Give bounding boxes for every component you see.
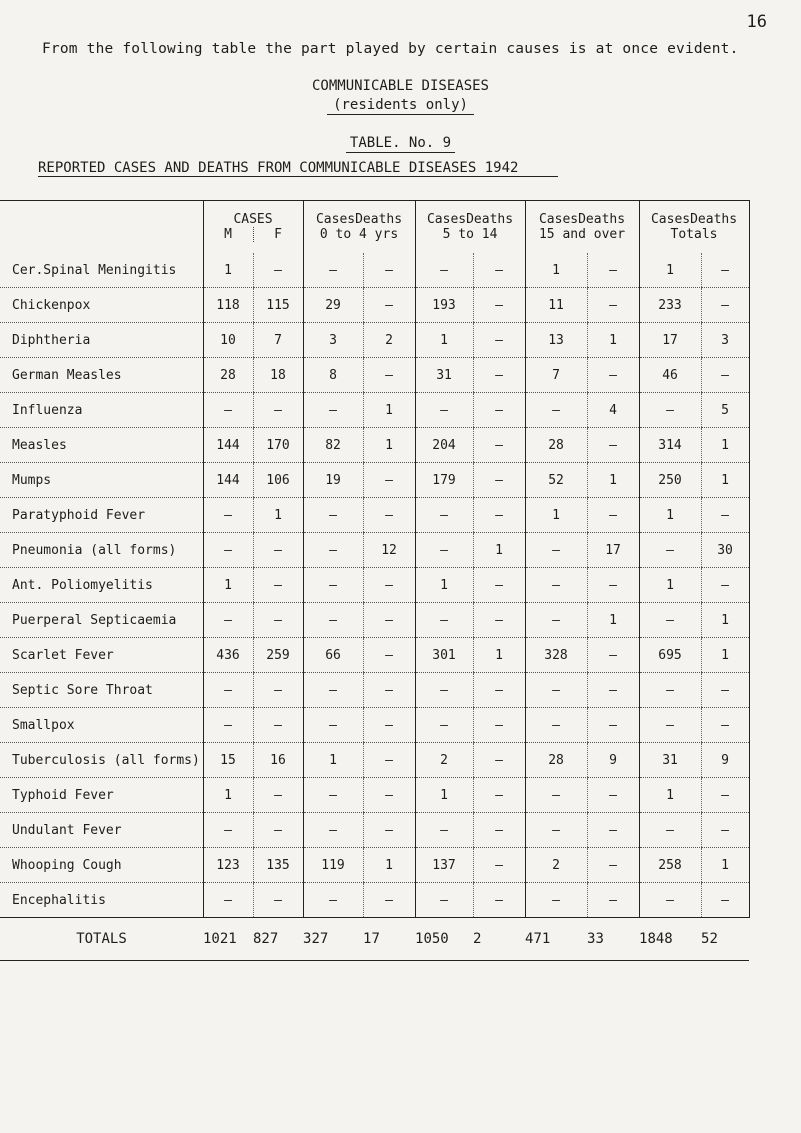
table-row	[0, 533, 749, 568]
table-cell: –	[701, 288, 749, 323]
table-cell: –	[701, 813, 749, 848]
table-cell: 1	[525, 253, 587, 288]
table-cell: –	[303, 603, 363, 638]
table-cell: –	[203, 813, 253, 848]
table-cell: –	[587, 848, 639, 883]
table-number-text: TABLE. No. 9	[346, 135, 455, 153]
table-cell: –	[473, 603, 525, 638]
table-cell: 11	[525, 288, 587, 323]
table-cell: 31	[415, 358, 473, 393]
header-age-15-over-top: CasesDeaths	[538, 212, 626, 227]
table-cell: –	[587, 638, 639, 673]
table-cell: 4	[587, 393, 639, 428]
table-cell: 436	[203, 638, 253, 673]
table-cell: 1	[525, 498, 587, 533]
table-cell: 1	[701, 638, 749, 673]
totals-cell: 827	[253, 918, 303, 961]
table-cell: 1	[203, 253, 253, 288]
disease-name: Puerperal Septicaemia	[0, 603, 203, 638]
table-cell: –	[303, 673, 363, 708]
table-cell: –	[473, 253, 525, 288]
header-cases	[203, 201, 303, 254]
disease-name: Mumps	[0, 463, 203, 498]
table-cell: –	[363, 813, 415, 848]
header-female: F	[274, 227, 282, 242]
table-cell: –	[253, 393, 303, 428]
table-cell: 3	[701, 323, 749, 358]
diseases-table	[0, 200, 750, 961]
table-cell: 29	[303, 288, 363, 323]
header-totals	[639, 201, 749, 254]
table-cell: –	[203, 498, 253, 533]
table-cell: –	[415, 533, 473, 568]
heading-subtitle-text: (residents only)	[327, 97, 474, 115]
table-cell: –	[253, 533, 303, 568]
table-cell: –	[203, 673, 253, 708]
table-cell: 123	[203, 848, 253, 883]
disease-name: Encephalitis	[0, 883, 203, 918]
table-cell: –	[363, 463, 415, 498]
totals-cell: 2	[473, 918, 525, 961]
table-row	[0, 253, 749, 288]
table-cell: 1	[203, 778, 253, 813]
totals-label: TOTALS	[0, 918, 203, 961]
table-cell: –	[303, 498, 363, 533]
table-cell: –	[473, 813, 525, 848]
table-row	[0, 463, 749, 498]
table-cell: 1	[701, 848, 749, 883]
table-cell: –	[701, 883, 749, 918]
table-cell: 17	[639, 323, 701, 358]
table-cell: –	[363, 673, 415, 708]
table-cell: 16	[253, 743, 303, 778]
header-age-5-14	[415, 201, 525, 254]
table-cell: 1	[587, 323, 639, 358]
header-age-0-4-bottom: 0 to 4 yrs	[319, 227, 399, 242]
totals-cell: 1021	[203, 918, 253, 961]
table-cell: 9	[587, 743, 639, 778]
table-row	[0, 288, 749, 323]
table-cell: 204	[415, 428, 473, 463]
table-cell: –	[639, 533, 701, 568]
header-age-0-4-top: CasesDeaths	[315, 212, 403, 227]
table-cell: –	[415, 673, 473, 708]
table-row	[0, 323, 749, 358]
table-cell: –	[701, 778, 749, 813]
table-cell: –	[415, 253, 473, 288]
table-cell: 1	[639, 778, 701, 813]
header-age-15-over-bottom: 15 and over	[538, 227, 626, 242]
table-cell: 1	[415, 778, 473, 813]
table-cell: –	[587, 498, 639, 533]
table-row	[0, 358, 749, 393]
table-cell: 119	[303, 848, 363, 883]
header-totals-bottom: Totals	[670, 227, 718, 242]
table-cell: –	[473, 498, 525, 533]
table-cell: –	[363, 288, 415, 323]
table-cell: 233	[639, 288, 701, 323]
table-cell: –	[525, 603, 587, 638]
table-cell: –	[415, 708, 473, 743]
table-cell: –	[587, 253, 639, 288]
table-cell: 9	[701, 743, 749, 778]
table-cell: –	[303, 883, 363, 918]
table-cell: 1	[639, 253, 701, 288]
table-cell: –	[473, 883, 525, 918]
disease-name: Ant. Poliomyelitis	[0, 568, 203, 603]
totals-cell: 327	[303, 918, 363, 961]
table-cell: –	[587, 883, 639, 918]
disease-name: Diphtheria	[0, 323, 203, 358]
disease-name: Paratyphoid Fever	[0, 498, 203, 533]
table-cell: –	[639, 708, 701, 743]
table-cell: –	[473, 848, 525, 883]
table-cell: –	[473, 743, 525, 778]
table-cell: 115	[253, 288, 303, 323]
header-sex	[204, 227, 303, 242]
disease-name: Pneumonia (all forms)	[0, 533, 203, 568]
table-caption-text: REPORTED CASES AND DEATHS FROM COMMUNICABLE DISEASES 1942	[38, 160, 558, 177]
table-cell: 144	[203, 463, 253, 498]
table-cell: 1	[639, 568, 701, 603]
disease-name: Scarlet Fever	[0, 638, 203, 673]
table-cell: –	[473, 463, 525, 498]
table-cell: 12	[363, 533, 415, 568]
table-cell: –	[303, 568, 363, 603]
disease-name: Tuberculosis (all forms)	[0, 743, 203, 778]
table-cell: –	[587, 813, 639, 848]
table-cell: 66	[303, 638, 363, 673]
table-cell: –	[363, 708, 415, 743]
header-totals-top: CasesDeaths	[650, 212, 738, 227]
table-cell: –	[415, 498, 473, 533]
table-cell: 18	[253, 358, 303, 393]
table-cell: –	[253, 708, 303, 743]
header-disease	[0, 201, 203, 254]
table-cell: –	[253, 883, 303, 918]
header-age-15-over	[525, 201, 639, 254]
table-cell: –	[587, 673, 639, 708]
table-row	[0, 743, 749, 778]
table-cell: –	[473, 288, 525, 323]
table-cell: 1	[363, 428, 415, 463]
table-cell: 259	[253, 638, 303, 673]
table-caption	[38, 160, 558, 176]
table-cell: 135	[253, 848, 303, 883]
table-cell: 170	[253, 428, 303, 463]
page-number: 16	[746, 12, 767, 32]
table-cell: –	[253, 813, 303, 848]
table-cell: 1	[363, 393, 415, 428]
table-row	[0, 883, 749, 918]
table-cell: –	[203, 533, 253, 568]
table-cell: 13	[525, 323, 587, 358]
heading-subtitle	[0, 97, 801, 113]
table-cell: 250	[639, 463, 701, 498]
table-cell: –	[203, 603, 253, 638]
totals-cell: 52	[701, 918, 749, 961]
table-cell: –	[363, 638, 415, 673]
table-cell: –	[639, 603, 701, 638]
table-cell: –	[253, 253, 303, 288]
table-cell: 1	[587, 603, 639, 638]
table-cell: –	[587, 288, 639, 323]
header-age-5-14-top: CasesDeaths	[426, 212, 514, 227]
disease-name: Undulant Fever	[0, 813, 203, 848]
header-male: M	[204, 227, 254, 242]
table-body	[0, 253, 749, 961]
disease-name: Septic Sore Throat	[0, 673, 203, 708]
table-cell: –	[525, 883, 587, 918]
table-number	[0, 135, 801, 151]
table-cell: 144	[203, 428, 253, 463]
table-cell: –	[701, 673, 749, 708]
table-cell: –	[525, 393, 587, 428]
table-cell: –	[587, 708, 639, 743]
table-cell: –	[473, 428, 525, 463]
table-cell: 31	[639, 743, 701, 778]
table-cell: –	[525, 533, 587, 568]
table-cell: –	[525, 708, 587, 743]
table-cell: –	[701, 708, 749, 743]
table-cell: –	[473, 568, 525, 603]
table-cell: 8	[303, 358, 363, 393]
table-cell: 2	[525, 848, 587, 883]
table-cell: –	[415, 813, 473, 848]
table-cell: –	[303, 393, 363, 428]
table-cell: –	[639, 393, 701, 428]
table-cell: –	[639, 883, 701, 918]
table-cell: 2	[363, 323, 415, 358]
table-cell: 28	[203, 358, 253, 393]
table-cell: 258	[639, 848, 701, 883]
table-cell: –	[303, 253, 363, 288]
table-cell: 1	[415, 323, 473, 358]
table-cell: –	[639, 813, 701, 848]
table-cell: –	[415, 883, 473, 918]
table-cell: 1	[701, 603, 749, 638]
table-cell: 1	[473, 533, 525, 568]
table-cell: –	[363, 498, 415, 533]
table-cell: –	[473, 323, 525, 358]
header-row	[0, 201, 749, 254]
table-row	[0, 778, 749, 813]
table-cell: 301	[415, 638, 473, 673]
table-cell: 3	[303, 323, 363, 358]
table-row	[0, 813, 749, 848]
table-cell: –	[587, 358, 639, 393]
table-cell: 1	[587, 463, 639, 498]
table-cell: 328	[525, 638, 587, 673]
totals-cell: 1848	[639, 918, 701, 961]
table-cell: 19	[303, 463, 363, 498]
table-cell: 1	[639, 498, 701, 533]
table-cell: –	[473, 673, 525, 708]
table-cell: 1	[363, 848, 415, 883]
table-cell: –	[303, 813, 363, 848]
disease-name: German Measles	[0, 358, 203, 393]
table-cell: 193	[415, 288, 473, 323]
disease-name: Typhoid Fever	[0, 778, 203, 813]
table-row	[0, 428, 749, 463]
totals-cell: 471	[525, 918, 587, 961]
table-cell: –	[303, 708, 363, 743]
table-cell: 28	[525, 743, 587, 778]
table-cell: –	[303, 533, 363, 568]
table-cell: –	[203, 393, 253, 428]
table-cell: –	[525, 778, 587, 813]
disease-name: Measles	[0, 428, 203, 463]
disease-name: Cer.Spinal Meningitis	[0, 253, 203, 288]
table-cell: –	[363, 568, 415, 603]
table-cell: 15	[203, 743, 253, 778]
table-cell: 1	[415, 568, 473, 603]
table-cell: –	[473, 393, 525, 428]
table-cell: –	[525, 568, 587, 603]
table-cell: –	[525, 813, 587, 848]
table-cell: –	[363, 253, 415, 288]
disease-name: Influenza	[0, 393, 203, 428]
table-row	[0, 603, 749, 638]
table-cell: –	[363, 743, 415, 778]
table-cell: –	[701, 253, 749, 288]
table-cell: 82	[303, 428, 363, 463]
totals-cell: 17	[363, 918, 415, 961]
table-row	[0, 708, 749, 743]
header-cases-label: CASES	[233, 212, 273, 227]
totals-row	[0, 918, 749, 961]
table-cell: 1	[701, 463, 749, 498]
table-cell: 1	[203, 568, 253, 603]
table-cell: 137	[415, 848, 473, 883]
table-cell: 10	[203, 323, 253, 358]
table-cell: 1	[473, 638, 525, 673]
table-cell: 52	[525, 463, 587, 498]
table-cell: –	[253, 778, 303, 813]
table-cell: –	[701, 358, 749, 393]
table-row	[0, 673, 749, 708]
table-row	[0, 393, 749, 428]
totals-cell: 1050	[415, 918, 473, 961]
table-cell: –	[587, 428, 639, 463]
table-cell: –	[587, 778, 639, 813]
table-cell: 2	[415, 743, 473, 778]
table-cell: –	[203, 883, 253, 918]
heading-title: COMMUNICABLE DISEASES	[311, 78, 489, 94]
table-cell: 695	[639, 638, 701, 673]
table-cell: –	[525, 673, 587, 708]
table-cell: 179	[415, 463, 473, 498]
table-cell: 30	[701, 533, 749, 568]
table-cell: 7	[253, 323, 303, 358]
table-row	[0, 848, 749, 883]
disease-name: Whooping Cough	[0, 848, 203, 883]
table-cell: 106	[253, 463, 303, 498]
table-cell: –	[415, 393, 473, 428]
table-row	[0, 638, 749, 673]
table-cell: 1	[701, 428, 749, 463]
table-row	[0, 498, 749, 533]
table-cell: –	[701, 498, 749, 533]
table-cell: –	[415, 603, 473, 638]
header-age-0-4	[303, 201, 415, 254]
table-cell: –	[363, 358, 415, 393]
table-cell: –	[473, 708, 525, 743]
totals-cell: 33	[587, 918, 639, 961]
table-cell: –	[473, 358, 525, 393]
table-cell: 118	[203, 288, 253, 323]
table-cell: –	[363, 778, 415, 813]
table-cell: 314	[639, 428, 701, 463]
table-cell: 17	[587, 533, 639, 568]
table-cell: 1	[303, 743, 363, 778]
table-cell: –	[363, 603, 415, 638]
table-cell: 28	[525, 428, 587, 463]
header-age-5-14-bottom: 5 to 14	[442, 227, 498, 242]
table-cell: 7	[525, 358, 587, 393]
table-cell: –	[639, 673, 701, 708]
disease-name: Chickenpox	[0, 288, 203, 323]
table-cell: 5	[701, 393, 749, 428]
table-cell: –	[253, 603, 303, 638]
table-cell: –	[253, 673, 303, 708]
intro-text: From the following table the part played by certain causes is at once evident.	[42, 41, 739, 57]
table-row	[0, 568, 749, 603]
table-cell: –	[253, 568, 303, 603]
disease-name: Smallpox	[0, 708, 203, 743]
table-cell: –	[701, 568, 749, 603]
table-cell: 1	[253, 498, 303, 533]
table-cell: 46	[639, 358, 701, 393]
table-cell: –	[303, 778, 363, 813]
table-cell: –	[363, 883, 415, 918]
table-cell: –	[473, 778, 525, 813]
table-cell: –	[203, 708, 253, 743]
table-cell: –	[587, 568, 639, 603]
